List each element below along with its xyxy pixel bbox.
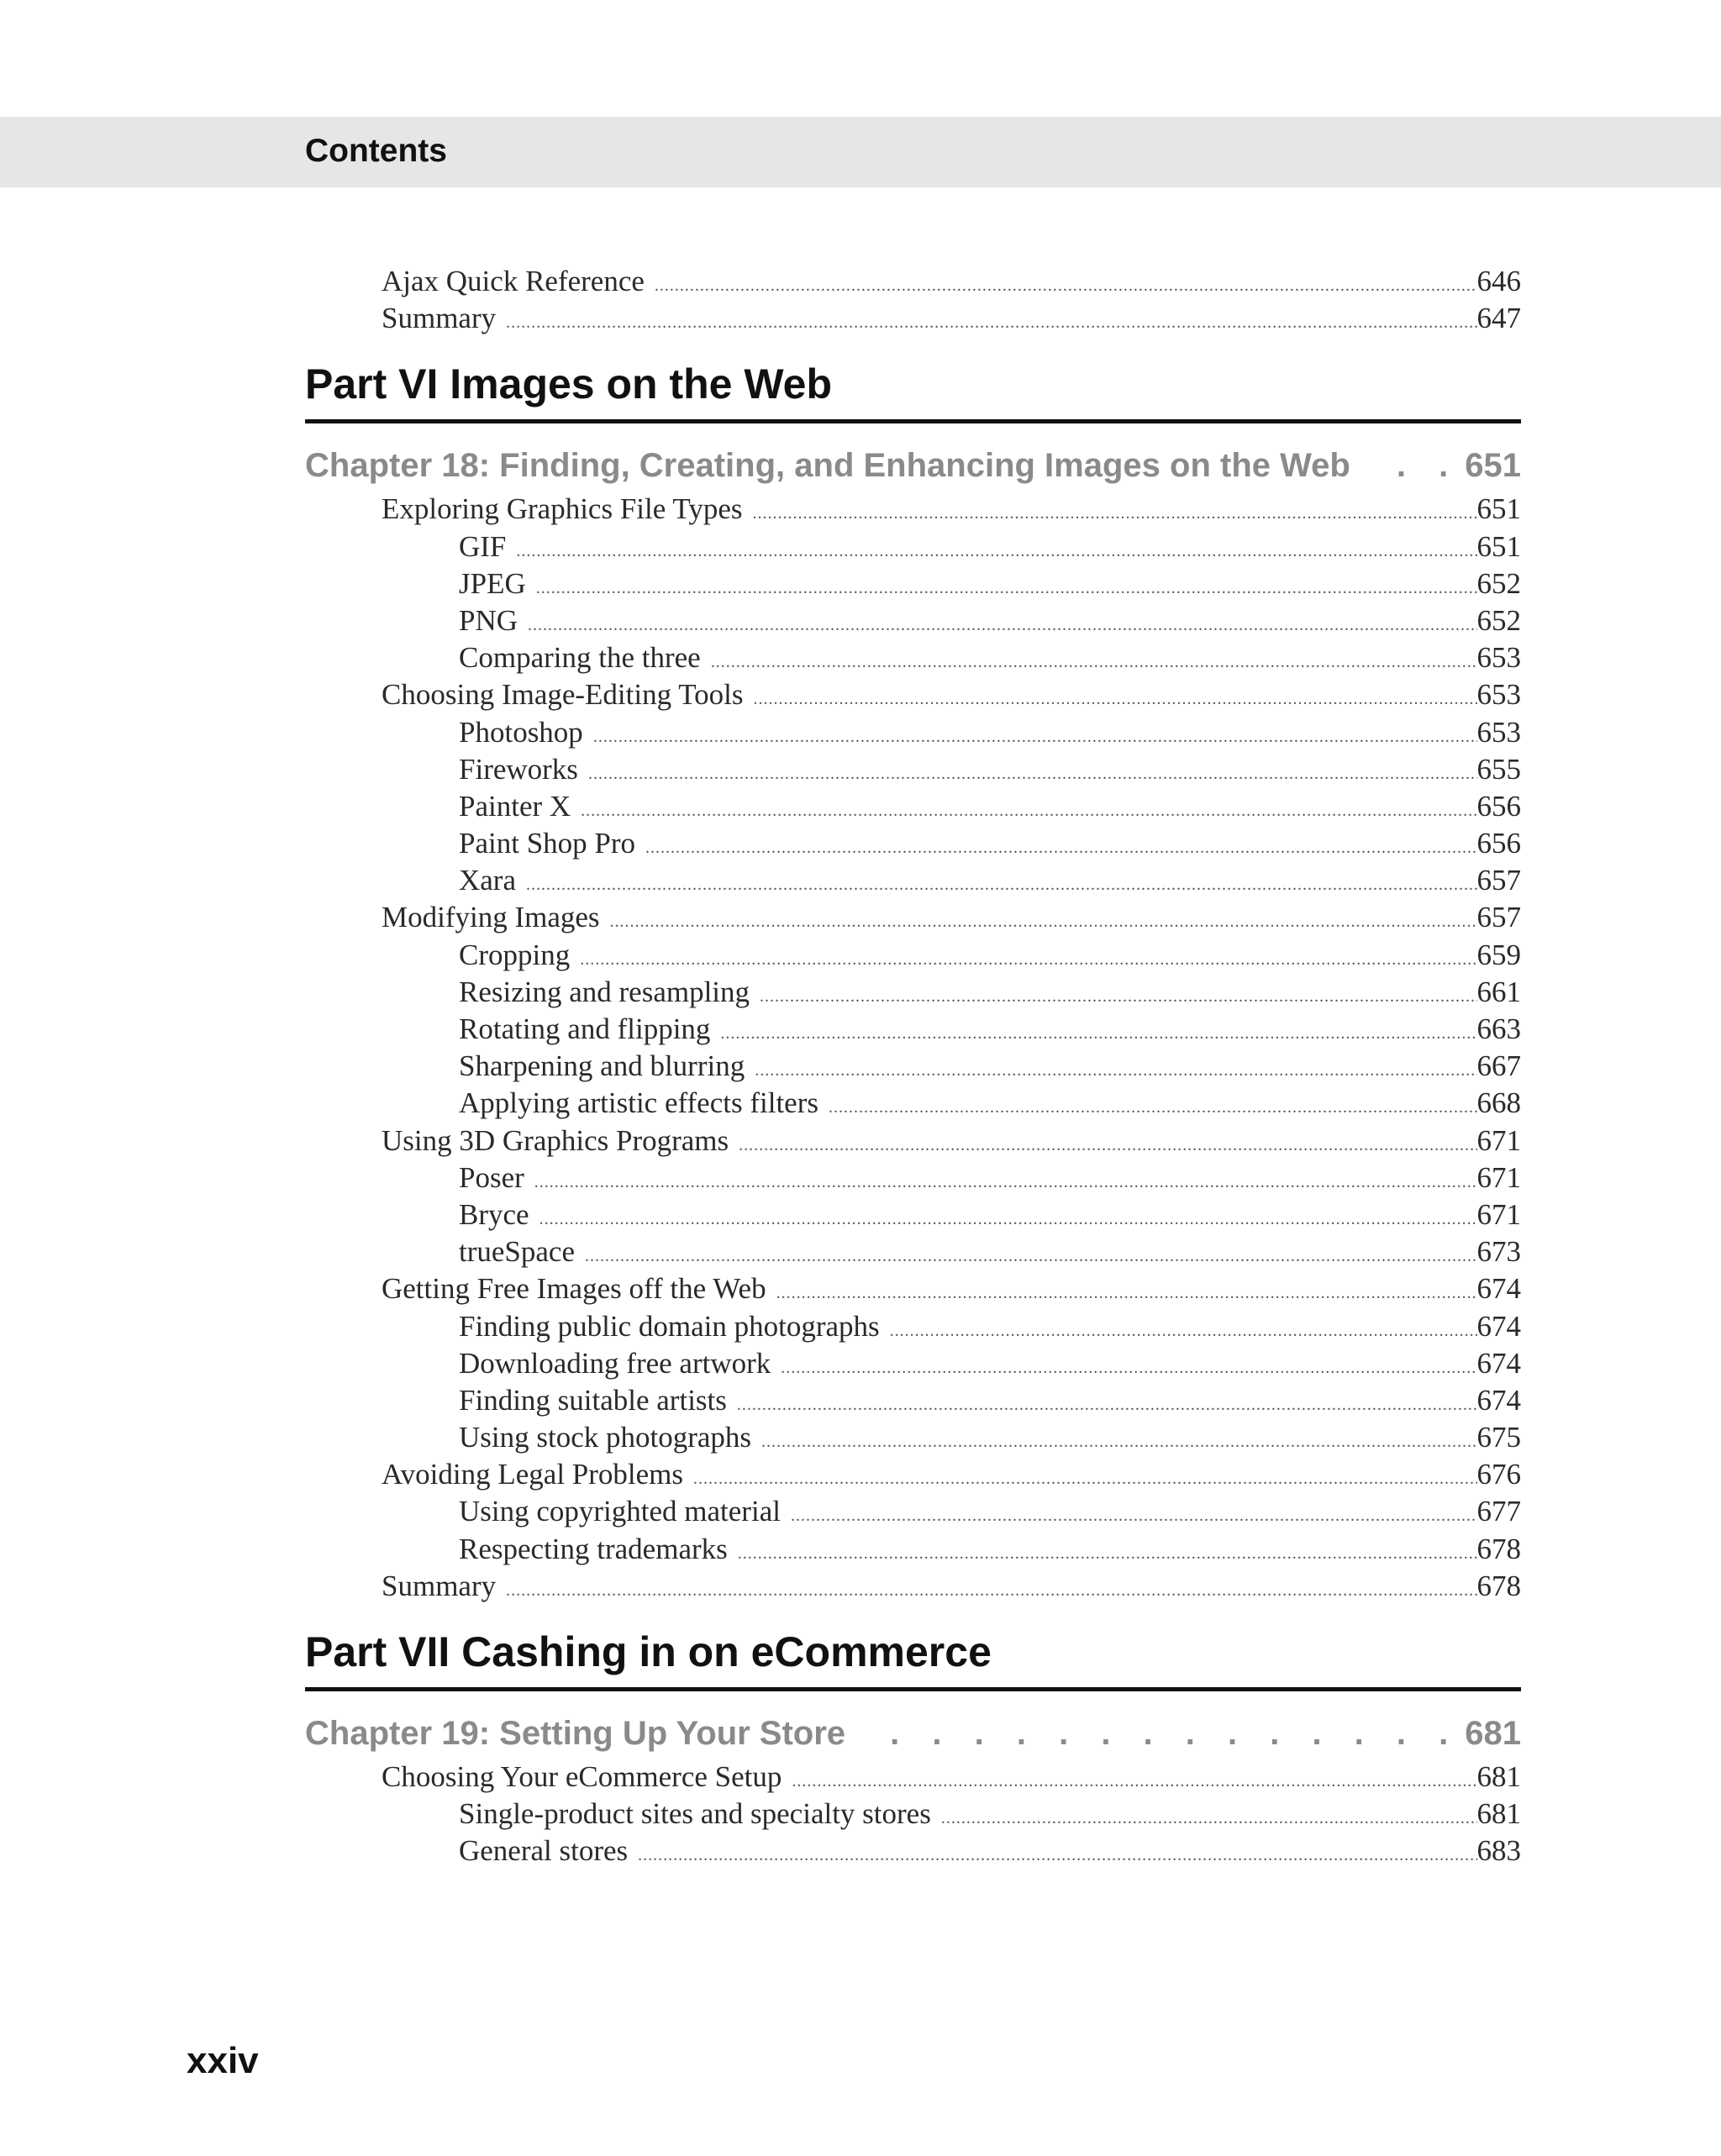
toc-entry-title: Using 3D Graphics Programs (382, 1123, 729, 1157)
dot-leader (761, 1423, 1476, 1460)
toc-entry-page: 671 (1476, 1123, 1521, 1157)
toc-entry-page: 667 (1476, 1049, 1521, 1083)
toc-entry-title: JPEG (459, 566, 526, 600)
dot-leader (516, 533, 1476, 570)
dot-leader (536, 570, 1477, 607)
toc-subentry[interactable] (305, 714, 1521, 751)
dot-leader (1362, 442, 1465, 489)
toc-entry-title: Comparing the three (459, 641, 701, 675)
toc-entry[interactable] (305, 1568, 1521, 1605)
toc-entry-title: Respecting trademarks (459, 1532, 728, 1565)
toc-subentry[interactable] (305, 565, 1521, 602)
toc-entry[interactable] (305, 263, 1521, 300)
toc-subentry[interactable] (305, 1419, 1521, 1456)
toc-subentry[interactable] (305, 1011, 1521, 1048)
toc-entry-page: 678 (1476, 1532, 1521, 1565)
toc-entry-page: 674 (1476, 1383, 1521, 1417)
dot-leader (693, 1460, 1476, 1497)
toc-subentry[interactable] (305, 1160, 1521, 1196)
dot-leader (534, 1164, 1477, 1201)
dot-leader (781, 1349, 1476, 1386)
dot-leader (857, 1710, 1465, 1757)
toc-subentry[interactable] (305, 1345, 1521, 1382)
page-number: xxiv (187, 2040, 259, 2081)
toc-subentry[interactable] (305, 1382, 1521, 1419)
dot-leader (776, 1275, 1477, 1312)
toc-entry-title: Painter X (459, 789, 571, 823)
toc-entry-page: 668 (1476, 1086, 1521, 1120)
toc-subentry[interactable] (305, 1531, 1521, 1568)
dot-leader (506, 304, 1476, 341)
dot-leader (738, 1535, 1477, 1572)
dot-leader (610, 903, 1477, 940)
toc-entry-title: Choosing Your eCommerce Setup (382, 1760, 782, 1793)
toc-entry-page: 663 (1476, 1012, 1521, 1045)
toc-subentry[interactable] (305, 937, 1521, 974)
toc-entry-title: Single-product sites and specialty stores (459, 1797, 931, 1831)
toc-entry-title: Resizing and resampling (459, 975, 750, 1008)
dot-leader (754, 681, 1477, 718)
toc-entry-page: 673 (1476, 1235, 1521, 1269)
toc-subentry[interactable] (305, 1796, 1521, 1833)
toc-entry-title: Paint Shop Pro (459, 827, 636, 860)
part-title: Part VII Cashing in on eCommerce (305, 1627, 1521, 1691)
toc-entry[interactable] (305, 676, 1521, 713)
dot-leader (588, 755, 1477, 792)
dot-leader (755, 1052, 1476, 1089)
toc-entry-page: 652 (1476, 566, 1521, 600)
toc-entry-title: Summary (382, 302, 497, 335)
toc-entry-title: Finding public domain photographs (459, 1309, 880, 1343)
running-head-band (0, 117, 1721, 187)
toc-entry-page: 676 (1476, 1458, 1521, 1491)
toc-entry-page: 655 (1476, 752, 1521, 786)
toc-subentry[interactable] (305, 862, 1521, 899)
toc-entry-page: 671 (1476, 1160, 1521, 1194)
dot-leader (791, 1497, 1477, 1534)
dot-leader (526, 866, 1476, 903)
dot-leader (638, 1837, 1476, 1874)
toc-entry-title: Avoiding Legal Problems (382, 1458, 684, 1491)
toc-entry-page: 674 (1476, 1272, 1521, 1306)
toc-entry[interactable] (305, 899, 1521, 936)
toc-entry-page: 677 (1476, 1495, 1521, 1528)
toc-subentry[interactable] (305, 1196, 1521, 1233)
toc-entry[interactable] (305, 1123, 1521, 1160)
toc-entry-title: Downloading free artwork (459, 1346, 771, 1380)
dot-leader (760, 978, 1476, 1015)
toc-entry-page: 651 (1476, 492, 1521, 526)
toc-entry-title: Fireworks (459, 752, 578, 786)
dot-leader (655, 267, 1477, 304)
toc-entry-title: Poser (459, 1160, 524, 1194)
toc-entry-page: 657 (1476, 864, 1521, 897)
dot-leader (711, 644, 1477, 681)
dot-leader (528, 607, 1476, 644)
chapter-page: 651 (1465, 447, 1521, 485)
toc-entry-title: General stores (459, 1834, 629, 1868)
toc-entry[interactable] (305, 1759, 1521, 1796)
toc-entry-title: PNG (459, 603, 518, 637)
toc-entry-title: Ajax Quick Reference (382, 265, 645, 297)
toc-subentry[interactable] (305, 1833, 1521, 1869)
running-head: Contents (305, 133, 447, 169)
toc-subentry[interactable] (305, 974, 1521, 1011)
toc-entry-page: 678 (1476, 1569, 1521, 1602)
toc-entry[interactable] (305, 491, 1521, 528)
toc-subentry[interactable] (305, 1493, 1521, 1530)
toc-entry-title: Exploring Graphics File Types (382, 492, 743, 526)
toc-subentry[interactable] (305, 528, 1521, 565)
dot-leader (720, 1015, 1476, 1052)
toc-entry-page: 681 (1476, 1760, 1521, 1793)
toc-subentry[interactable] (305, 1233, 1521, 1270)
table-of-contents (305, 263, 1521, 1870)
toc-entry[interactable] (305, 1270, 1521, 1307)
dot-leader (593, 718, 1477, 755)
dot-leader (585, 1238, 1477, 1275)
toc-entry-page: 661 (1476, 975, 1521, 1008)
toc-entry[interactable] (305, 300, 1521, 337)
toc-entry-title: Rotating and flipping (459, 1012, 711, 1045)
dot-leader (581, 792, 1476, 829)
toc-entry-page: 674 (1476, 1346, 1521, 1380)
dot-leader (739, 1127, 1476, 1164)
dot-leader (753, 495, 1477, 532)
toc-entry-title: Xara (459, 864, 517, 897)
toc-entry-title: Cropping (459, 938, 571, 971)
part-title: Part VI Images on the Web (305, 359, 1521, 423)
dot-leader (890, 1312, 1477, 1349)
toc-entry-title: Getting Free Images off the Web (382, 1272, 766, 1306)
toc-entry-page: 651 (1476, 529, 1521, 563)
dot-leader (645, 829, 1476, 866)
toc-subentry[interactable] (305, 1308, 1521, 1345)
dot-leader (941, 1800, 1477, 1837)
toc-subentry[interactable] (305, 788, 1521, 825)
chapter-heading[interactable] (305, 1710, 1521, 1757)
toc-entry-page: 646 (1476, 265, 1521, 297)
toc-subentry[interactable] (305, 1085, 1521, 1122)
toc-entry-title: Summary (382, 1569, 497, 1602)
chapter-title: Chapter 19: Setting Up Your Store (305, 1715, 846, 1752)
toc-entry-title: GIF (459, 529, 507, 563)
toc-entry-title: Photoshop (459, 715, 583, 749)
chapter-page: 681 (1465, 1715, 1521, 1752)
chapter-heading[interactable] (305, 442, 1521, 489)
toc-entry-page: 671 (1476, 1197, 1521, 1231)
toc-entry-title: Applying artistic effects filters (459, 1086, 818, 1120)
toc-entry-page: 659 (1476, 938, 1521, 971)
toc-entry-page: 683 (1476, 1834, 1521, 1868)
toc-subentry[interactable] (305, 1048, 1521, 1085)
toc-entry-title: Choosing Image-Editing Tools (382, 678, 744, 712)
toc-entry-title: Finding suitable artists (459, 1383, 727, 1417)
toc-entry-title: trueSpace (459, 1235, 575, 1269)
toc-entry[interactable] (305, 1456, 1521, 1493)
toc-entry-title: Modifying Images (382, 901, 600, 934)
toc-entry-title: Using stock photographs (459, 1421, 752, 1454)
toc-entry-page: 652 (1476, 603, 1521, 637)
dot-leader (737, 1386, 1477, 1423)
toc-entry-page: 656 (1476, 827, 1521, 860)
dot-leader (792, 1763, 1476, 1800)
chapter-title: Chapter 18: Finding, Creating, and Enhancing Images on the Web (305, 447, 1350, 485)
toc-entry-title: Using copyrighted material (459, 1495, 781, 1528)
dot-leader (580, 941, 1476, 978)
toc-subentry[interactable] (305, 751, 1521, 788)
toc-subentry[interactable] (305, 602, 1521, 639)
toc-entry-page: 657 (1476, 901, 1521, 934)
toc-subentry[interactable] (305, 825, 1521, 862)
dot-leader (829, 1089, 1477, 1126)
toc-entry-title: Bryce (459, 1197, 529, 1231)
dot-leader (506, 1572, 1476, 1609)
toc-entry-page: 681 (1476, 1797, 1521, 1831)
toc-entry-page: 653 (1476, 678, 1521, 712)
toc-entry-page: 674 (1476, 1309, 1521, 1343)
toc-entry-title: Sharpening and blurring (459, 1049, 745, 1083)
toc-entry-page: 656 (1476, 789, 1521, 823)
toc-entry-page: 675 (1476, 1421, 1521, 1454)
toc-entry-page: 647 (1476, 302, 1521, 335)
toc-subentry[interactable] (305, 639, 1521, 676)
dot-leader (539, 1201, 1477, 1238)
toc-entry-page: 653 (1476, 641, 1521, 675)
toc-entry-page: 653 (1476, 715, 1521, 749)
